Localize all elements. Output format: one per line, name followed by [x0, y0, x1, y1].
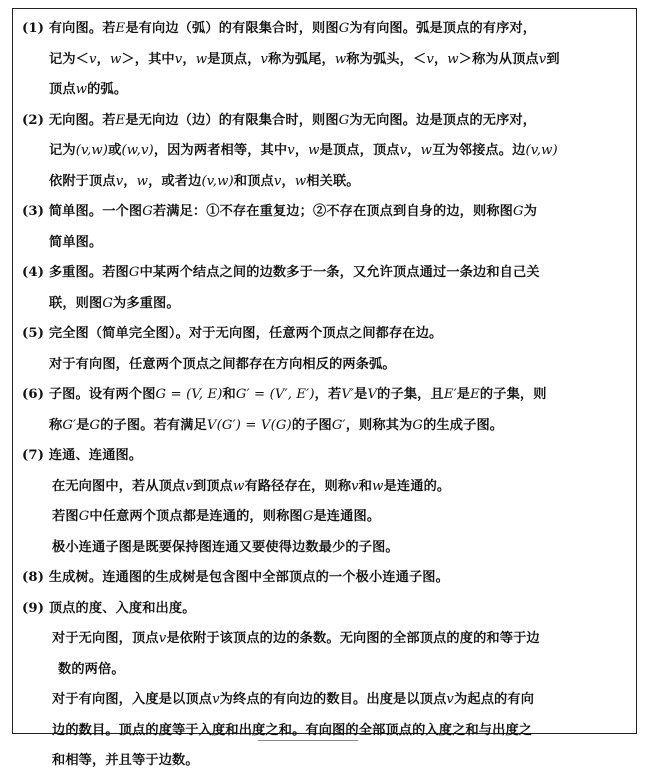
- item-9-line-1: (9) 顶点的度、入度和出度。: [22, 600, 196, 616]
- item-2-line-3: 依附于顶点v，w，或者边(v,w)和顶点v，w相关联。: [49, 173, 360, 189]
- item-1-line-3: 顶点w的弧。: [49, 82, 128, 97]
- item-7-line-4: 极小连通子图是既要保持图连通又要使得边数最少的子图。: [52, 539, 399, 555]
- item-7-line-3: 若图G中任意两个顶点都是连通的，则称图G是连通图。: [52, 509, 381, 524]
- item-1-line-1: (1) 有向图。若E是有向边（弧）的有限集合时，则图G为有向图。弧是顶点的有序对，: [22, 21, 537, 36]
- item-9-line-6: 和相等，并且等于边数。: [52, 753, 199, 768]
- item-9-line-5: 边的数目。顶点的度等于入度和出度之和。有向图的全部顶点的入度之和与出度之: [52, 722, 533, 738]
- item-1-line-2: 记为＜v，w＞，其中v，w是顶点，v称为弧尾，w称为弧头，＜v，w＞称为从顶点v到: [49, 51, 560, 67]
- item-9-line-2: 对于无向图，顶点v是依附于该顶点的边的条数。无向图的全部顶点的度的和等于边: [52, 631, 540, 646]
- item-4-line-1: (4) 多重图。若图G中某两个结点之间的边数多于一条，又允许顶点通过一条边和自己关: [22, 265, 540, 280]
- item-6-line-1: (6) 子图。设有两个图G = (V, E)和G′ = (V′, E′)，若V′是V的子集，且E′是E的子集，则: [22, 387, 547, 402]
- page-bottom-mark: [258, 740, 358, 745]
- item-2-line-1: (2) 无向图。若E是无向边（边）的有限集合时，则图G为无向图。边是顶点的无序对，: [22, 112, 537, 128]
- item-6-line-2: 称G′是G的子图。若有满足V(G′) = V(G)的子图G′，则称其为G的生成子图。: [49, 417, 504, 433]
- item-5-line-1: (5) 完全图（简单完全图）。对于无向图，任意两个顶点之间都存在边。: [22, 326, 443, 341]
- item-3-line-1: (3) 简单图。一个图G若满足：①不存在重复边；②不存在顶点到自身的边，则称图G为: [22, 204, 538, 219]
- item-9-line-4: 对于有向图，入度是以顶点v为终点的有向边的数目。出度是以顶点v为起点的有向: [52, 692, 535, 707]
- item-8-line-1: (8) 生成树。连通图的生成树是包含图中全部顶点的一个极小连通子图。: [22, 570, 449, 585]
- item-3-line-2: 简单图。: [49, 234, 103, 250]
- item-2-line-2: 记为(v,w)或(w,v)，因为两者相等，其中v，w是顶点，顶点v，w互为邻接点。边(v,w): [49, 143, 558, 158]
- item-4-line-2: 联，则图G为多重图。: [49, 295, 180, 311]
- item-5-line-2: 对于有向图，任意两个顶点之间都存在方向相反的两条弧。: [49, 356, 396, 372]
- definitions-list: [22, 14, 634, 777]
- item-7-line-2: 在无向图中，若从顶点v到顶点w有路径存在，则称v和w是连通的。: [52, 478, 451, 494]
- item-9-line-3: 数的两倍。: [58, 661, 125, 677]
- item-7-line-1: (7) 连通、连通图。: [22, 448, 143, 463]
